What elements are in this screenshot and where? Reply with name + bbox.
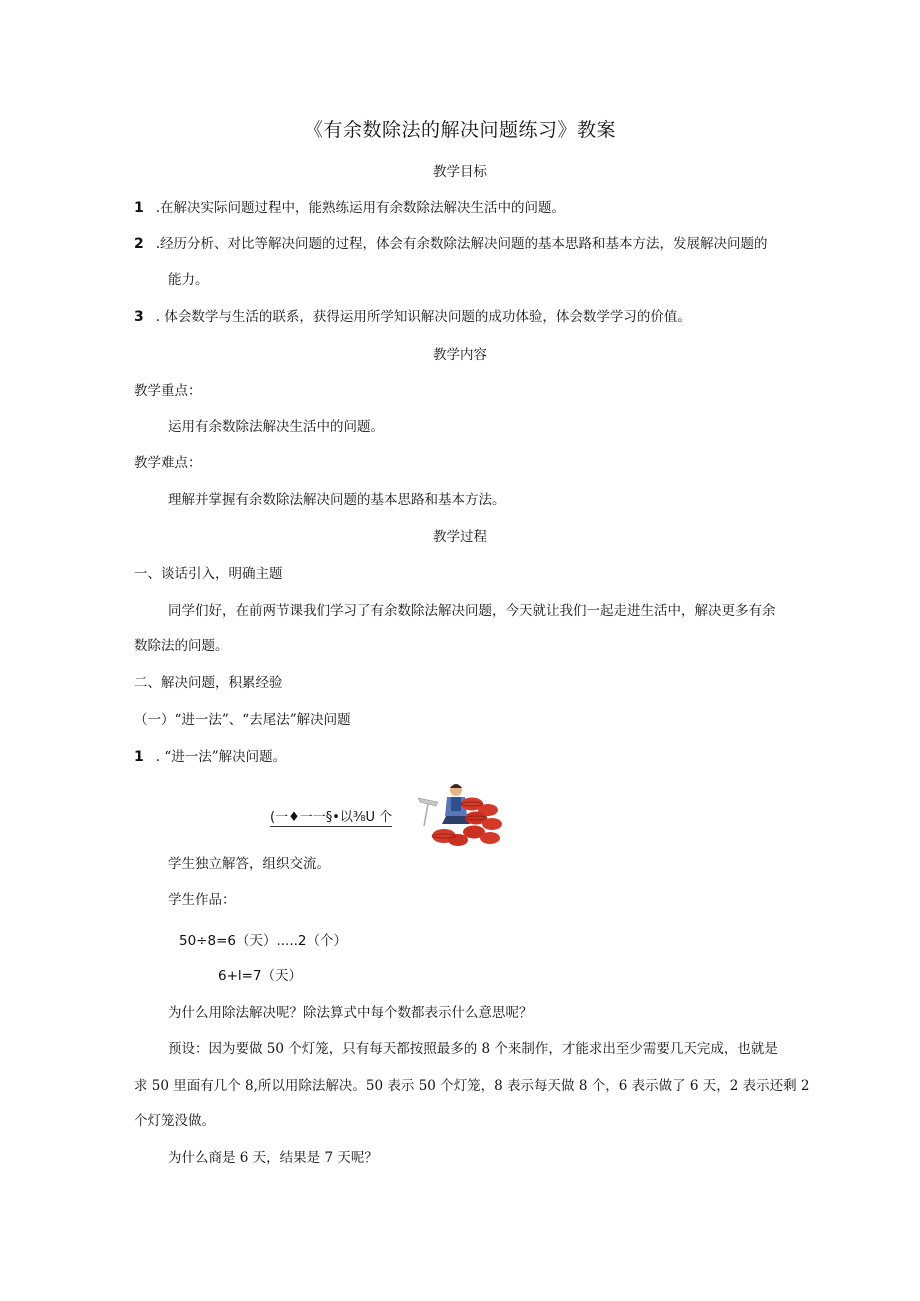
part-1-heading: 一、谈话引入，明确主题 [134,566,283,582]
goal-item-2-continuation: 能力。 [168,272,209,288]
question-why-division: 为什么用除法解决呢？除法算式中每个数都表示什么意思呢？ [168,1005,533,1021]
subsection-heading: （一）“进一法”、“去尾法”解决问题 [134,712,351,728]
goal-item-1 [134,196,565,216]
goal-text: .在解决实际问题过程中，能熟练运用有余数除法解决生活中的问题。 [155,200,566,216]
item-1 [134,745,286,765]
preset-answer-line-2: 求 50 里面有几个 8,所以用除法解决。50 表示 50 个灯笼，8 表示每天做 8 个，6 表示做了 6 天，2 表示还剩 2 [134,1078,810,1094]
question-why-quotient: 为什么商是 6 天，结果是 7 天呢？ [168,1150,378,1166]
part-1-paragraph-line-1: 同学们好，在前两节课我们学习了有余数除法解决问题，今天就让我们一起走进生活中，解决更多有余 [168,603,776,619]
difficulty-label: 教学难点： [134,455,202,471]
section-heading-content: 教学内容 [433,347,487,363]
item-text: . “进一法”解决问题。 [155,749,287,765]
garbled-problem-text: (一♦一一§•以⅜U 个 [270,806,392,827]
lantern-maker-icon [416,780,508,848]
goal-text: .经历分析、对比等解决问题的过程，体会有余数除法解决问题的基本思路和基本方法，发展解决问题的 [155,236,768,252]
part-2-heading: 二、解决问题，积累经验 [134,675,283,691]
goal-number: 1 [134,200,144,216]
key-point-text: 运用有余数除法解决生活中的问题。 [168,419,384,435]
goal-text: . 体会数学与生活的联系，获得运用所学知识解决问题的成功体验，体会数学学习的价值。 [155,309,691,325]
section-heading-goals: 教学目标 [433,164,487,180]
preset-answer-line-3: 个灯笼没做。 [134,1113,215,1129]
goal-number: 2 [134,236,144,252]
goal-item-3 [134,305,691,325]
student-solve-text: 学生独立解答，组织交流。 [168,856,330,872]
document-title: 《有余数除法的解决问题练习》教案 [303,119,616,141]
goal-number: 3 [134,309,144,325]
goal-item-2 [134,232,768,252]
part-1-paragraph-line-2: 数除法的问题。 [134,638,229,654]
key-point-label: 教学重点： [134,383,202,399]
difficulty-text: 理解并掌握有余数除法解决问题的基本思路和基本方法。 [168,492,506,508]
section-heading-process: 教学过程 [433,529,487,545]
preset-answer-line-1: 预设：因为要做 50 个灯笼，只有每天都按照最多的 8 个来制作，才能求出至少需要几天完成，也就是 [168,1041,778,1057]
equation-division: 50÷8=6（天）.....2（个） [179,933,348,949]
student-work-label: 学生作品： [168,892,236,908]
item-number: 1 [134,749,144,765]
equation-addition: 6+l=7（天） [218,968,303,984]
